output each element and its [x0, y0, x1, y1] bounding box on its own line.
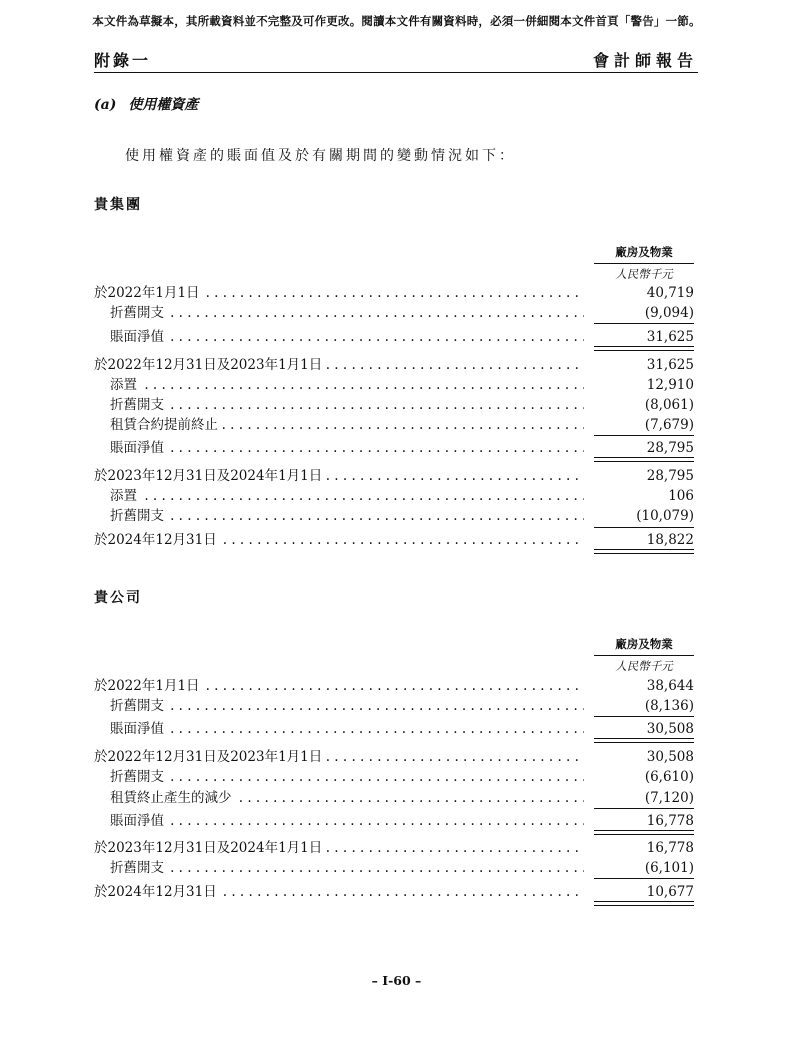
row-label: 於2022年1月1日: [94, 678, 200, 694]
row-label: 於2022年1月1日: [94, 285, 200, 301]
row-value: 12,910: [646, 377, 694, 393]
row-label: 於2022年12月31日及2023年1月1日: [94, 357, 323, 373]
table-row: [94, 858, 694, 878]
table-row: [94, 303, 694, 323]
row-label: 添置: [110, 377, 137, 393]
row-value: 10,677: [646, 884, 694, 900]
table-row: [94, 466, 694, 486]
group-column-header-text: 廠房及物業: [615, 245, 673, 259]
total-double-rule: [594, 830, 694, 835]
row-label: 添置: [110, 488, 137, 504]
table-row: [94, 438, 694, 458]
table-row: [94, 696, 694, 716]
row-value: 31,625: [646, 357, 694, 373]
company-column-header-text: 廠房及物業: [615, 637, 673, 651]
total-double-rule: [594, 346, 694, 351]
subtotal-rule: [594, 527, 694, 528]
table-row: [94, 719, 694, 739]
total-double-rule: [594, 549, 694, 554]
table-row: [94, 882, 694, 902]
table-row: [94, 375, 694, 395]
row-label: 賬面淨值: [110, 721, 164, 737]
row-label: 於2024年12月31日: [94, 532, 217, 548]
table-row: [94, 415, 694, 435]
row-value: (7,120): [644, 790, 694, 806]
group-unit: 人民幣千元: [615, 267, 673, 281]
row-value: 16,778: [646, 840, 694, 856]
table-row: [94, 530, 694, 550]
row-value: (6,610): [644, 769, 694, 785]
row-value: 28,795: [646, 440, 694, 456]
row-label: 於2023年12月31日及2024年1月1日: [94, 840, 323, 856]
row-label: 賬面淨值: [110, 813, 164, 829]
row-value: (6,101): [644, 860, 694, 876]
table-row: [94, 788, 694, 808]
row-label: 賬面淨值: [110, 329, 164, 345]
table-row: [94, 327, 694, 347]
row-label: 折舊開支: [110, 769, 164, 785]
total-double-rule: [594, 738, 694, 743]
subtotal-rule: [594, 808, 694, 809]
draft-disclaimer: 本文件為草擬本，其所載資料並不完整及可作更改。閱讀本文件有關資料時，必須一併細閱本文件首頁「警告」一節。: [92, 14, 701, 28]
page-number: – I-60 –: [371, 973, 422, 988]
page-header: [94, 48, 698, 73]
row-value: (8,061): [644, 397, 694, 413]
table-row: [94, 355, 694, 375]
subtotal-rule: [594, 323, 694, 324]
table-row: [94, 395, 694, 415]
company-title: 貴公司: [94, 590, 142, 606]
row-value: 31,625: [646, 329, 694, 345]
section-heading: [94, 94, 198, 114]
row-value: (9,094): [644, 305, 694, 321]
subtotal-rule: [594, 716, 694, 717]
total-double-rule: [594, 457, 694, 462]
subtotal-rule: [594, 878, 694, 879]
row-label: 折舊開支: [110, 508, 164, 524]
row-value: 16,778: [646, 813, 694, 829]
report-title: 會計師報告: [592, 51, 698, 70]
table-row: [94, 838, 694, 858]
row-value: 28,795: [646, 468, 694, 484]
total-double-rule: [594, 901, 694, 906]
section-letter: (a): [94, 97, 117, 113]
section-title: 使用權資產: [128, 97, 199, 113]
row-value: 30,508: [646, 749, 694, 765]
row-value: 30,508: [646, 721, 694, 737]
row-label: 折舊開支: [110, 698, 164, 714]
row-label: 折舊開支: [110, 305, 164, 321]
row-value: (7,679): [644, 417, 694, 433]
appendix-label: 附錄一: [94, 51, 152, 70]
company-unit: 人民幣千元: [615, 659, 673, 673]
group-column-header: [594, 244, 694, 264]
table-row: [94, 767, 694, 787]
row-label: 租賃合約提前終止: [110, 417, 218, 433]
row-label: 租賃終止產生的減少: [110, 790, 232, 806]
company-column-header: [594, 636, 694, 656]
row-value: 40,719: [646, 285, 694, 301]
subtotal-rule: [594, 435, 694, 436]
row-value: 18,822: [646, 532, 694, 548]
intro-paragraph: 使用權資產的賬面值及於有關期間的變動情況如下：: [125, 148, 516, 164]
table-row: [94, 676, 694, 696]
row-label: 折舊開支: [110, 860, 164, 876]
table-row: [94, 811, 694, 831]
row-label: 折舊開支: [110, 397, 164, 413]
table-row: [94, 506, 694, 526]
row-label: 於2022年12月31日及2023年1月1日: [94, 749, 323, 765]
row-value: 38,644: [646, 678, 694, 694]
table-row: [94, 747, 694, 767]
row-label: 賬面淨值: [110, 440, 164, 456]
row-label: 於2024年12月31日: [94, 884, 217, 900]
group-title: 貴集團: [94, 197, 142, 213]
row-value: (10,079): [636, 508, 694, 524]
table-row: [94, 283, 694, 303]
row-value: 106: [668, 488, 694, 504]
table-row: [94, 486, 694, 506]
row-value: (8,136): [644, 698, 694, 714]
row-label: 於2023年12月31日及2024年1月1日: [94, 468, 323, 484]
